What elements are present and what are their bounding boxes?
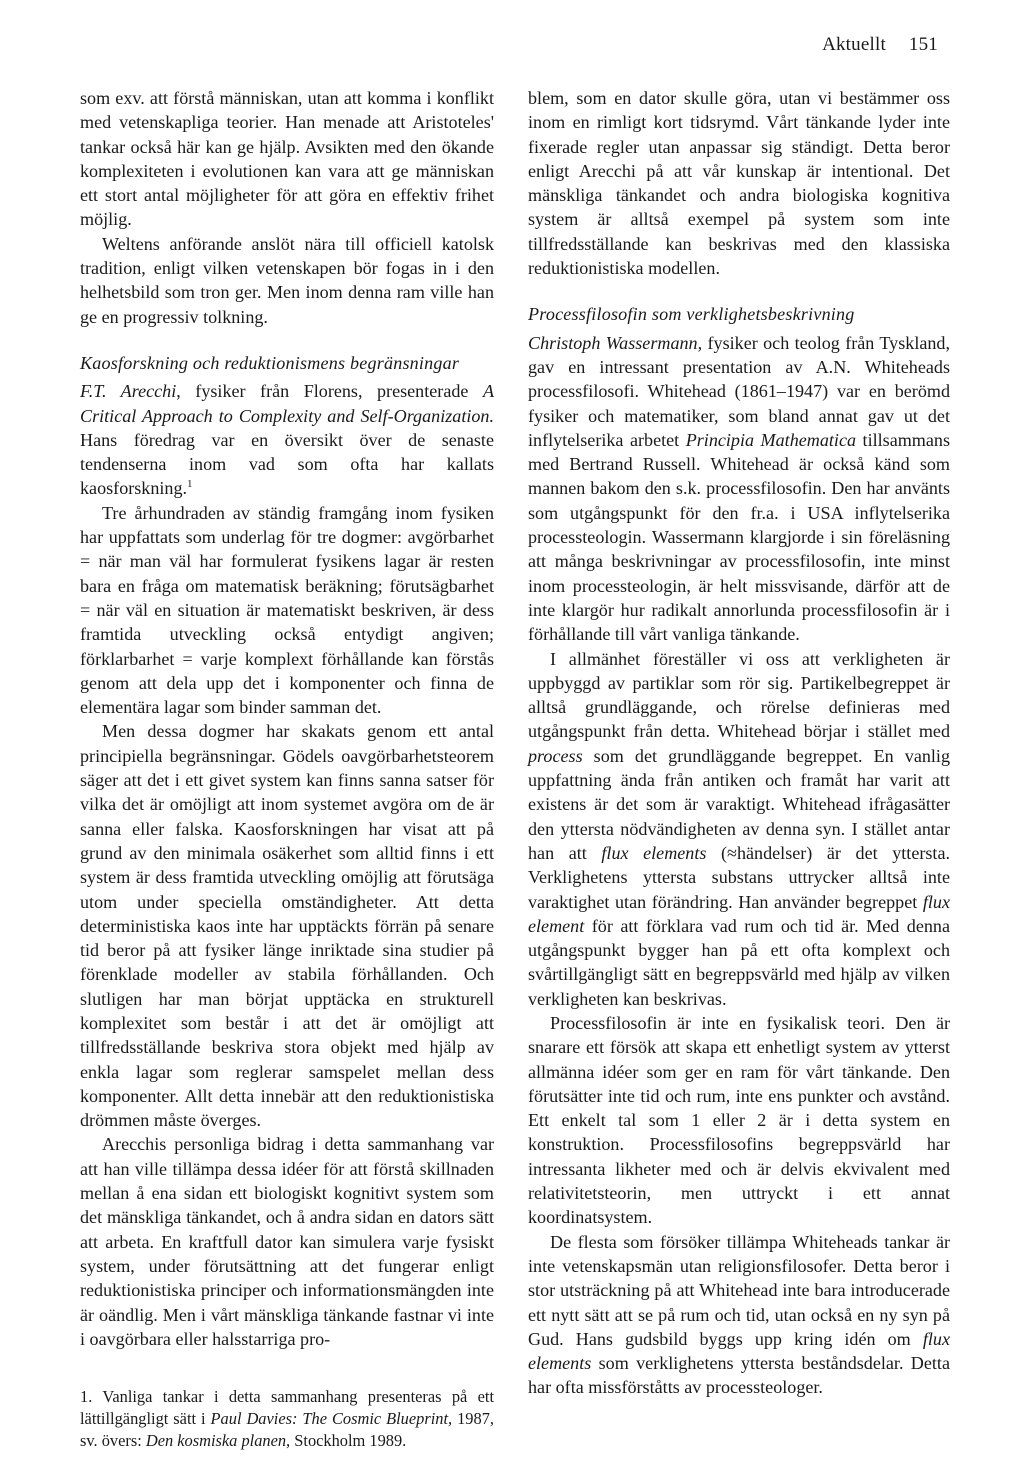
right-paragraph-3 xyxy=(528,647,950,1011)
term-flux-elements: flux elements xyxy=(601,842,707,863)
speaker-name-arecchi: F.T. Arecchi xyxy=(80,381,177,402)
text-span: De flesta som försöker tillämpa Whiteheads tankar är inte vetenskapsmän utan religionsfilosofer. Detta beror i stor utsträckning på att Whitehead inte bara introducerade ett nytt sätt att se på rum och tid, utan också en ny syn på Gud. Hans gudsbild byggs upp kring idén om xyxy=(528,1231,950,1349)
running-head xyxy=(822,34,938,56)
right-paragraph-4: Processfilosofin är inte en fysikalisk teori. Den är snarare ett försök att skapa ett enhetligt system av ytterst allmänna idéer som ger en ram för vårt tänkande. Den förutsätter inte tid och rum, inte ens punkter och avstånd. Ett enkelt tal som 1 eller 2 är i detta system en konstruktion. Processfilosofins begreppsvärld har intressanta likheter med och är delvis ekvivalent med relativitetsteorin, men uttryckt i ett annat koordinatsystem. xyxy=(528,1012,950,1228)
left-paragraph-6: Arecchis personliga bidrag i detta sammanhang var att han ville tillämpa dessa idéer för att förstå skillnaden mellan å ena sidan ett biologiskt kognitivt system som det mänskliga tänkandet, och å andra sidan en dators sätt att arbeta. En kraftfull dator kan simulera varje fysiskt system, under förutsättning att det fungerar enligt reduktionistiska principer och informationsmängden inte är oändlig. Men i vårt mänskliga tänkande fastnar vi inte i oavgörbara eller halsstarriga pro- xyxy=(80,1134,494,1349)
footnote-ref-davies: Paul Davies: The Cosmic Blueprint, xyxy=(210,1409,453,1428)
footnote-text: Vanliga tankar i detta sammanhang presenteras på ett lättillgängligt sätt i xyxy=(80,1387,494,1428)
left-paragraph-1: som exv. att förstå människan, utan att komma i konflikt med vetenskapliga teorier. Han menade att Aristoteles' tankar också här kan ge hjälp. Avsikten med den ökande komplexiteten i evolutionen kan vara att ge människan ett stort antal möjligheter för att göra en effektiv frihet möjlig. xyxy=(80,88,494,230)
right-paragraph-1: blem, som en dator skulle göra, utan vi bestämmer oss inom en rimligt kort tidsrymd. Vårt tänkande lyder inte fixerade regler utan anpassar sig ständigt. Detta beror enligt Arecchi på att vår kunskap är intentional. Det mänskliga tänkandet och andra biologiska kognitiva system är alltså exempel på system som inte tillfredsställande kan beskrivas med den klassiska reduktionistiska modellen. xyxy=(528,88,950,279)
right-paragraph-5 xyxy=(528,1230,950,1400)
footnote xyxy=(80,1386,494,1452)
left-paragraph-4: Tre århundraden av ständig framgång inom fysiken har uppfattats som underlag för tre dogmer: avgörbarhet = när man väl har formulerat fysikens lagar är resten bara en fråga om matematisk beräkning; förutsägbarhet = när väl en situation är matematiskt beskriven, är dess framtida utveckling också entydigt angiven; förklarbarhet = varje komplext förhållande kan förstås genom att dela upp det i komponenter och finna de elementära lagar som binder samman det. xyxy=(80,502,494,718)
text-span: tillsammans med Bertrand Russell. Whitehead är också känd som mannen bakom den s.k. processfilosofin. Den har använts som utgångspunkt för den fr.a. i USA inflytelserika processteologin. Wassermann klargjorde i sin föreläsning att många beskrivningar av processfilosofin, inte minst inom processteologin, är helt missvisande, därför att de inte klargör hur radikalt annorlunda processfilosofin är i förhållande till vårt vanliga tänkande. xyxy=(528,429,950,645)
text-span: för att förklara vad rum och tid är. Med denna utgångspunkt bygger han på ett ofta komplext och svårtillgängligt sätt en begreppsvärld med hjälp av vilken verkligheten kan beskrivas. xyxy=(528,915,950,1009)
text-span: Hans föredrag var en översikt över de senaste tendenserna inom vad som ofta har kallats kaosforskning. xyxy=(80,429,494,499)
section-heading-processfilosofin: Processfilosofin som verklighetsbeskrivning xyxy=(528,304,855,325)
term-flux-element: flux element xyxy=(528,891,950,936)
footnote-ref-swedish: Den kosmiska planen, xyxy=(145,1431,291,1450)
footnote-text: 1987, sv. övers: xyxy=(80,1409,494,1450)
footnote-ref[interactable]: 1 xyxy=(187,478,193,491)
left-paragraph-5: Men dessa dogmer har skakats genom ett antal principiella begränsningar. Gödels oavgörbarhetsteorem säger att det i ett givet system kan finns sanna satser för vilka det är omöjligt att inom systemet avgöra om de är sanna eller falska. Kaosforskningen har visat att på grund av den minimala osäkerhet som alltid finns i ett system är dess framtida utveckling omöjlig att förutsäga utom under speciella omständigheter. Att detta deterministiska kaos inte har upptäckts förrän på senare tid beror på att fysiker länge inriktade sina studier på förenklade modeller av stabila förhållanden. Och slutligen har man börjat upptäcka en strukturell komplexitet som består i att det är omöjligt att tillfredsställande beskriva stora objekt med hjälp av enkla lagar som reglerar samspelet mellan dess komponenter. Allt detta innebär att den reduktionistiska drömmen måste överges. xyxy=(80,721,494,1131)
speaker-name-wassermann: Christoph Wassermann, xyxy=(528,332,703,353)
term-process: process xyxy=(528,745,583,766)
text-span: , fysiker från Florens, presenterade xyxy=(176,381,483,402)
left-paragraph-2: Weltens anförande anslöt nära till officiell katolsk tradition, enligt vilken vetenskapen bör fogas in i den helhetsbild som tron ger. Men inom denna ram ville han ge en progressiv tolkning. xyxy=(80,233,494,327)
text-span: I allmänhet föreställer vi oss att verkligheten är uppbyggd av partiklar som rör sig. Partikelbegreppet är alltså grundläggande, och rörelse definieras med utgångspunkt från detta. Whitehead börjar i stället med xyxy=(528,648,950,742)
text-span: som det grundläggande begreppet. En vanlig uppfattning ända från antiken och framåt har varit att existens är det som är varaktigt. Whitehead ifrågasätter den yttersta nödvändigheten av denna syn. I stället antar han att xyxy=(528,745,950,863)
right-column xyxy=(528,86,950,1400)
text-span: (≈händelser) är det yttersta. Verklighetens yttersta substans uttrycker alltså inte varaktighet utan förändring. Han använder begreppet xyxy=(528,842,951,912)
section-heading-kaosforskning: Kaosforskning och reduktionismens begränsningar xyxy=(80,352,460,373)
talk-title: A Critical Approach to Complexity and Self-Organization. xyxy=(80,381,494,426)
right-paragraph-2 xyxy=(528,331,950,647)
left-column xyxy=(80,86,494,1351)
work-title-principia: Principia Mathematica xyxy=(685,429,857,450)
text-span: som verklighetens yttersta beståndsdelar. Detta har ofta missförståtts av processteologer. xyxy=(528,1353,950,1398)
page-number: 151 xyxy=(908,34,938,55)
term-flux-elements: flux elements xyxy=(528,1328,950,1374)
left-paragraph-3 xyxy=(80,379,494,500)
footnote-text: Stockholm 1989. xyxy=(290,1431,407,1450)
section-title: Aktuellt xyxy=(822,34,886,55)
text-span: fysiker och teolog från Tyskland, gav en intressant presentation av A.N. Whiteheads processfilosofi. Whitehead (1861–1947) var en berömd fysiker och matematiker, som bland annat gav ut det inflytelserika arbetet xyxy=(528,332,950,450)
footnote-number: 1. xyxy=(80,1387,93,1406)
